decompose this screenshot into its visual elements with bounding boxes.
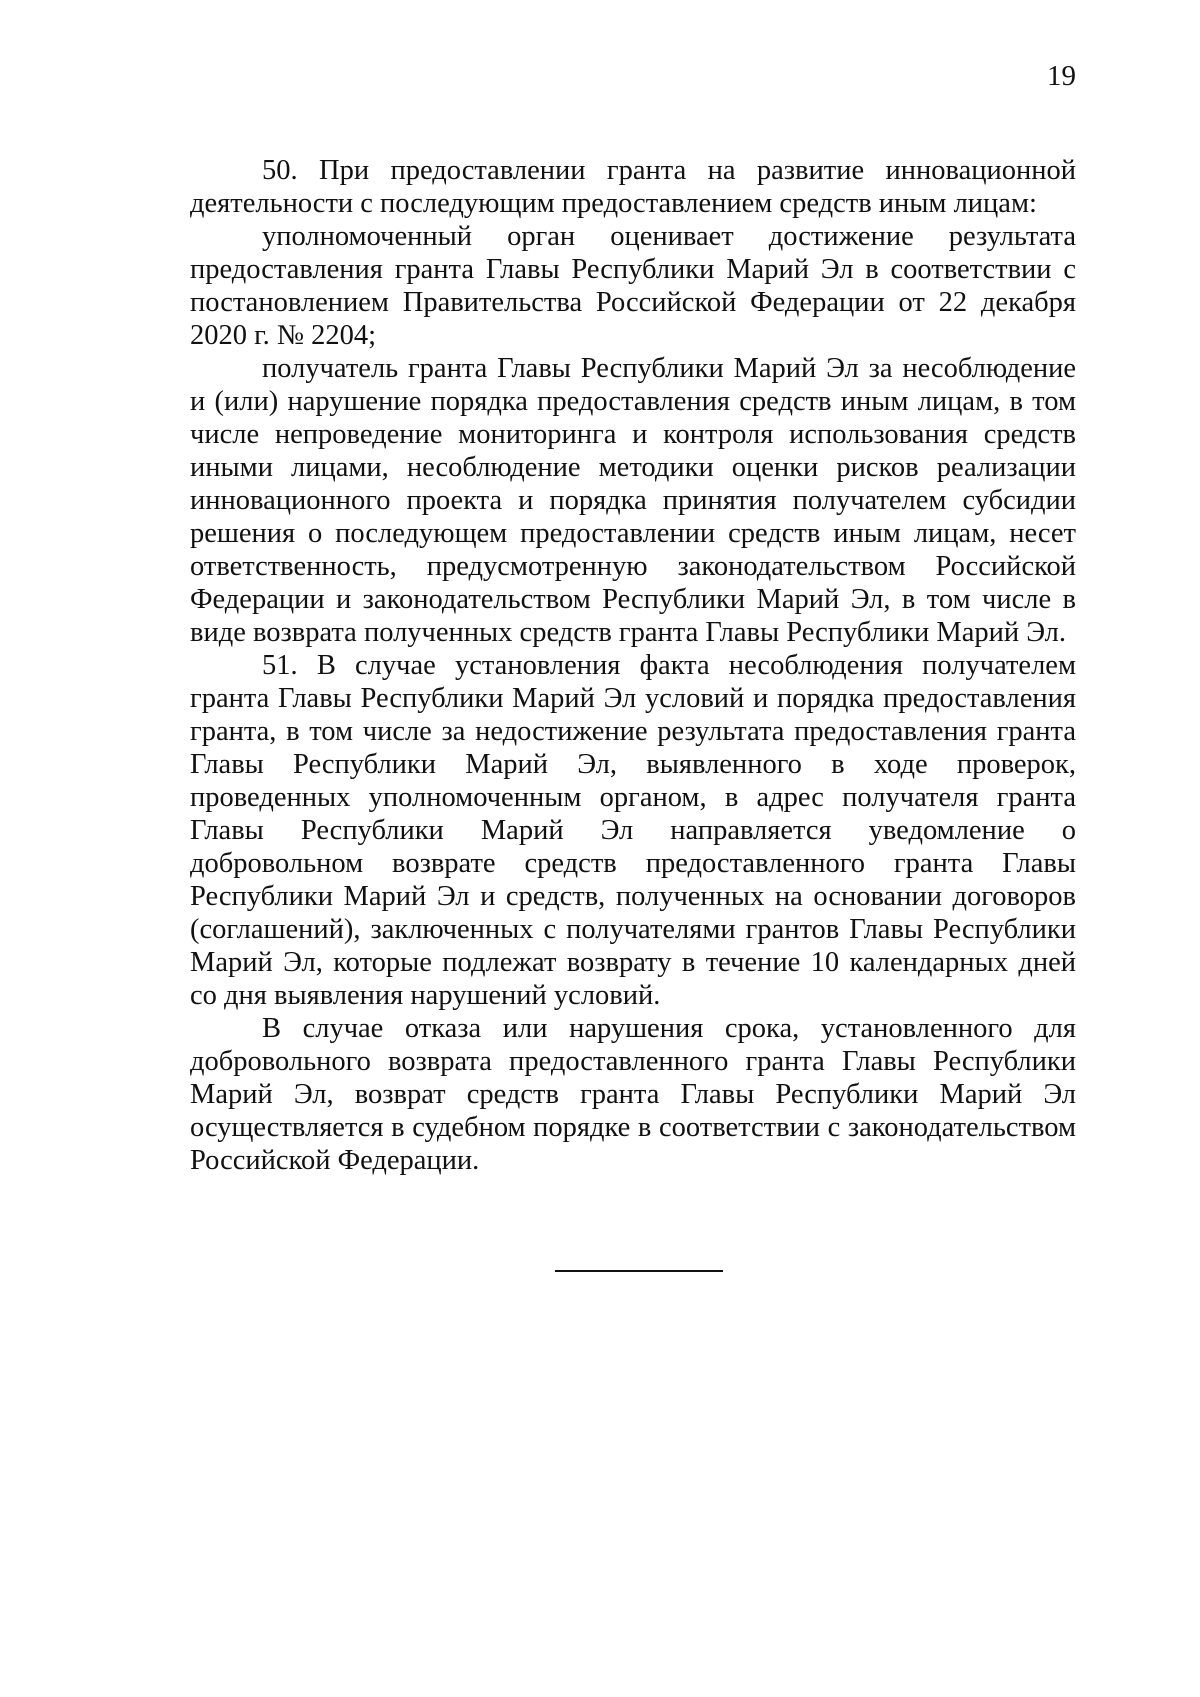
- paragraph-51: 51. В случае установления факта несоблюдения получателем гранта Главы Республики Марий Эл условий и порядка предоставления гранта, в том числе за недостижение результата предоставления гранта Главы Республики Марий Эл, выявленного в ходе проверок, проведенных уполномоченным органом, в адрес получателя гранта Главы Республики Марий Эл направляется уведомление о добровольном возврате средств предоставленного гранта Главы Республики Марий Эл и средств, полученных на основании договоров (соглашений), заключенных с получателями грантов Главы Республики Марий Эл, которые подлежат возврату в течение 10 календарных дней со дня выявления нарушений условий.: [190, 650, 1076, 1011]
- paragraph-50: 50. При предоставлении гранта на развитие инновационной деятельности с последующим предоставлением средств иным лицам:: [190, 155, 1076, 219]
- document-body: [190, 154, 1076, 1177]
- paragraph-50-authority: уполномоченный орган оценивает достижение результата предоставления гранта Главы Республики Марий Эл в соответствии с постановлением Правительства Российской Федерации от 22 декабря 2020 г. № 2204;: [190, 221, 1076, 351]
- paragraph-50-recipient: получатель гранта Главы Республики Марий Эл за несоблюдение и (или) нарушение порядка предоставления средств иным лицам, в том числе непроведение мониторинга и контроля использования средств иными лицами, несоблюдение методики оценки рисков реализации инновационного проекта и порядка принятия получателем субсидии решения о последующем предоставлении средств иным лицам, несет ответственность, предусмотренную законодательством Российской Федерации и законодательством Республики Марий Эл, в том числе в виде возврата полученных средств гранта Главы Республики Марий Эл.: [190, 353, 1076, 648]
- page-number: 19: [1047, 60, 1076, 92]
- paragraph-51-refusal: В случае отказа или нарушения срока, установленного для добровольного возврата предоставленного гранта Главы Республики Марий Эл, возврат средств гранта Главы Республики Марий Эл осуществляется в судебном порядке в соответствии с законодательством Российской Федерации.: [190, 1013, 1076, 1176]
- end-of-document-rule: [555, 1270, 723, 1272]
